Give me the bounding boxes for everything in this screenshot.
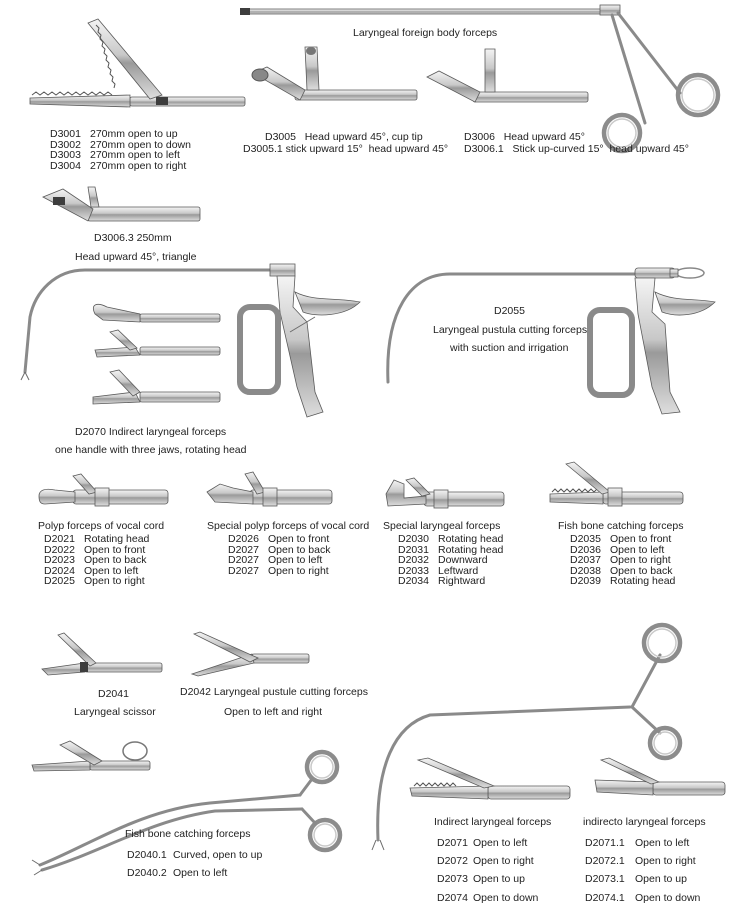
d2040-list bbox=[127, 846, 262, 882]
d2042-scissor-illustration bbox=[192, 630, 312, 680]
list-item: D2033 Leftward bbox=[398, 564, 479, 577]
d3006-forceps-illustration bbox=[425, 45, 590, 110]
polyp-title: Polyp forceps of vocal cord bbox=[38, 520, 165, 532]
d2042-desc: Open to left and right bbox=[224, 706, 323, 718]
indirect-b-title: indirecto laryngeal forceps bbox=[583, 816, 706, 828]
list-item: D2034 Rightward bbox=[398, 575, 486, 588]
polyp-list bbox=[44, 534, 149, 587]
list-item: D2021 Rotating head bbox=[44, 533, 150, 545]
d2041-name: Laryngeal scissor bbox=[74, 706, 156, 718]
list-item: D2037 Open to right bbox=[570, 554, 671, 567]
special-laryngeal-list bbox=[398, 534, 503, 587]
list-item: D2073.1 Open to up bbox=[585, 873, 687, 886]
list-item: D2040.2 Open to left bbox=[127, 867, 228, 880]
indirecto-forceps-head-illustration bbox=[593, 758, 728, 803]
special-laryngeal-title: Special laryngeal forceps bbox=[383, 520, 501, 532]
list-item: D2036 Open to left bbox=[570, 543, 665, 556]
list-item: D2027 Open to right bbox=[228, 564, 329, 577]
d2055-name: Laryngeal pustula cutting forceps bbox=[433, 324, 588, 336]
special-polyp-forceps-illustration bbox=[205, 470, 335, 515]
d3005-line1: D3005 Head upward 45°, cup tip bbox=[265, 131, 423, 143]
d3001-list bbox=[50, 129, 191, 171]
special-laryngeal-forceps-illustration bbox=[382, 470, 507, 515]
fishbone2-title: Fish bone catching forceps bbox=[125, 828, 251, 840]
d2070-title: D2070 Indirect laryngeal forceps bbox=[75, 426, 227, 438]
list-item: D2074.1 Open to down bbox=[585, 891, 701, 904]
d2042-title: D2042 Laryngeal pustule cutting forceps bbox=[180, 686, 368, 698]
d2071-1-list bbox=[585, 834, 700, 907]
list-item: D3001 270mm open to up bbox=[50, 128, 178, 140]
polyp-forceps-illustration bbox=[35, 468, 170, 513]
special-polyp-title: Special polyp forceps of vocal cord bbox=[207, 520, 370, 532]
d2041-code: D2041 bbox=[98, 688, 129, 700]
d3006-line1: D3006 Head upward 45° bbox=[464, 131, 585, 143]
list-item: D2074 Open to down bbox=[437, 891, 539, 904]
d2070-desc: one handle with three jaws, rotating head bbox=[55, 444, 247, 456]
d2070-forceps-illustration bbox=[15, 262, 375, 422]
d2055-code: D2055 bbox=[494, 305, 525, 317]
indirect-forceps-head-illustration bbox=[408, 758, 573, 803]
list-item: D2023 Open to back bbox=[44, 554, 147, 567]
list-item: D2040.1 Curved, open to up bbox=[127, 849, 263, 861]
list-item: D3004 270mm open to right bbox=[50, 159, 187, 172]
list-item: D2027 Open to back bbox=[228, 543, 331, 556]
list-item: D2032 Downward bbox=[398, 554, 488, 567]
list-item: D2031 Rotating head bbox=[398, 543, 504, 556]
d3006-line2: D3006.1 Stick up-curved 15° head upward 45° bbox=[464, 143, 689, 155]
fish-bone-title: Fish bone catching forceps bbox=[558, 520, 684, 532]
d2071-list bbox=[437, 834, 538, 907]
d2041-scissor-illustration bbox=[40, 633, 165, 678]
list-item: D2027 Open to left bbox=[228, 554, 323, 567]
fish-bone-list bbox=[570, 534, 675, 587]
list-item: D2073 Open to up bbox=[437, 873, 525, 886]
d2055-desc: with suction and irrigation bbox=[450, 342, 569, 354]
list-item: D2072.1 Open to right bbox=[585, 855, 696, 868]
d3006-3-forceps-illustration bbox=[43, 187, 203, 232]
list-item: D2071 Open to left bbox=[437, 837, 528, 849]
fish-bone-forceps-illustration bbox=[548, 460, 686, 505]
list-item: D2025 Open to right bbox=[44, 575, 145, 588]
d3006-3-desc: Head upward 45°, triangle bbox=[75, 251, 197, 263]
d3005-forceps-illustration bbox=[245, 45, 420, 110]
list-item: D2071.1 Open to left bbox=[585, 837, 690, 849]
list-item: D2038 Open to back bbox=[570, 564, 673, 577]
d3006-3-code: D3006.3 250mm bbox=[94, 232, 172, 244]
list-item: D2030 Rotating head bbox=[398, 533, 504, 545]
indirect-a-title: Indirect laryngeal forceps bbox=[434, 816, 552, 828]
list-item: D2024 Open to left bbox=[44, 564, 139, 577]
list-item: D2039 Rotating head bbox=[570, 575, 676, 588]
list-item: D3002 270mm open to down bbox=[50, 138, 191, 151]
list-item: D3003 270mm open to left bbox=[50, 149, 180, 162]
list-item: D2072 Open to right bbox=[437, 855, 534, 868]
list-item: D2035 Open to front bbox=[570, 533, 672, 545]
foreign-body-title: Laryngeal foreign body forceps bbox=[353, 27, 498, 39]
d3001-forceps-illustration bbox=[30, 15, 250, 125]
list-item: D2026 Open to front bbox=[228, 533, 330, 545]
d3005-line2: D3005.1 stick upward 15° head upward 45° bbox=[243, 143, 449, 155]
special-polyp-list bbox=[228, 534, 330, 576]
list-item: D2022 Open to front bbox=[44, 543, 146, 556]
